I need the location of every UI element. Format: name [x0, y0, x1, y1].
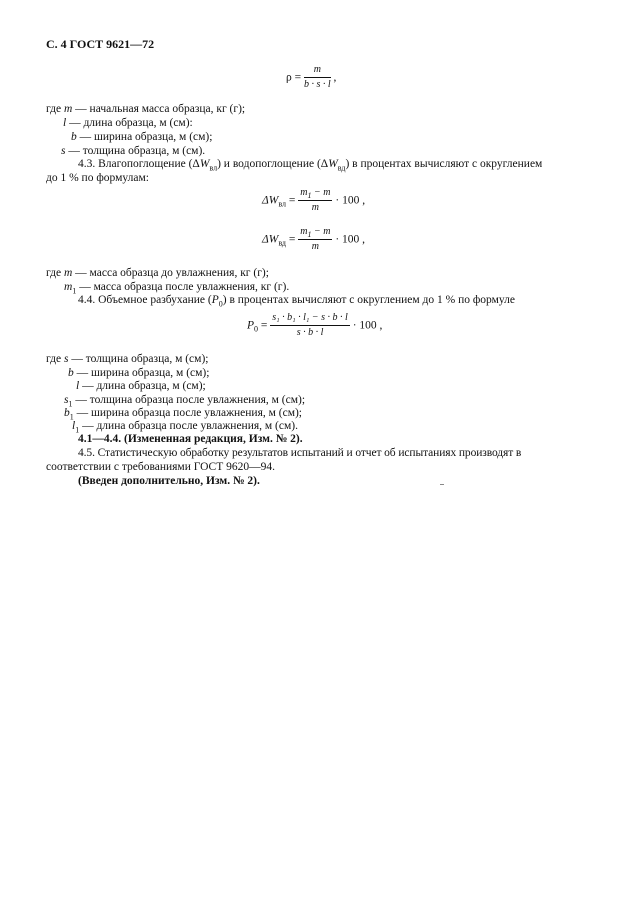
formula-wvd-numerator: [298, 226, 332, 240]
symbol-m1: m: [64, 281, 73, 293]
paragraph-4-3-line2: до 1 % по формулам:: [46, 172, 149, 184]
def3-b: [68, 366, 209, 380]
def3-l-text: — длина образца, м (см);: [79, 380, 206, 392]
symbol-s1-sub: 1: [68, 399, 73, 409]
formula-wvd-tail: · 100 ,: [335, 233, 366, 246]
formula-p0-numerator: s₁ · b₁ · l₁ − s · b · l: [270, 312, 350, 326]
paragraph-4-5-line1: 4.5. Статистическую обработку результатов испытаний и отчет об испытаниях производят в: [78, 447, 522, 459]
formula-wvl-tail: · 100 ,: [335, 194, 366, 207]
num-sub: 1: [307, 230, 312, 239]
def-s-text: — толщина образца, м (см).: [65, 145, 206, 157]
def-l-text: — длина образца, м (см):: [66, 117, 193, 129]
formula-wvd-denominator: m: [311, 241, 319, 252]
formula-p0-fraction: [270, 312, 350, 339]
def-m: [46, 102, 245, 116]
where-label: где: [46, 267, 62, 279]
num-m: m: [300, 226, 308, 237]
formula-density-tail: ,: [333, 71, 337, 84]
symbol-m: m: [63, 267, 73, 279]
def3-s-text: — толщина образца, м (см);: [68, 353, 209, 365]
symbol-b: b: [68, 367, 74, 379]
symbol-l: l: [63, 117, 67, 129]
formula-density-fraction: [304, 64, 331, 91]
symbol-l1: l: [72, 420, 76, 432]
formula-density-denominator: b · s · l: [303, 79, 331, 90]
p43-text-a: 4.3. Влагопоглощение (Δ: [78, 158, 200, 170]
def3-s: [46, 352, 208, 366]
paragraph-4-3-line1: [78, 157, 542, 171]
where-label: где: [46, 353, 62, 365]
formula-p0-denominator: s · b · l: [296, 327, 324, 338]
num-m: m: [300, 187, 308, 198]
symbol-m: m: [63, 103, 73, 115]
p43-text-b: ) и водопоглощение (Δ: [217, 158, 329, 170]
def2-m: [46, 266, 269, 280]
paragraph-4-5-line2: соответствии с требованиями ГОСТ 9620—94.: [46, 461, 275, 473]
def3-b1: [64, 406, 302, 420]
symbol-l1-sub: 1: [75, 425, 80, 435]
symbol-b1: b: [64, 407, 70, 419]
def3-s1: [64, 393, 305, 407]
symbol-p: P: [211, 294, 219, 306]
def-s: [61, 144, 205, 158]
scan-speck: [440, 484, 444, 485]
symbol-s: s: [61, 145, 66, 157]
paragraph-4-4: [78, 293, 515, 307]
sub-vl: вл: [209, 163, 218, 173]
formula-water-absorption-vl: [262, 187, 365, 214]
formula-p0-lhs: P: [247, 319, 255, 332]
page-header: С. 4 ГОСТ 9621—72: [46, 37, 155, 51]
sub-vd: вд: [337, 163, 346, 173]
num-sub: 1: [307, 191, 312, 200]
def-b-text: — ширина образца, м (см);: [76, 131, 213, 143]
symbol-l: l: [76, 380, 80, 392]
def3-l: [76, 379, 206, 393]
def-m-text: — начальная масса образца, кг (г);: [72, 103, 246, 115]
symbol-b: b: [71, 131, 77, 143]
formula-wvd-fraction: [298, 226, 332, 253]
formula-swelling: [247, 312, 382, 339]
p44-text-b: ) в процентах вычисляют с округлением до 1 % по формуле: [222, 294, 515, 306]
formula-wvd-sub: вд: [278, 238, 286, 248]
formula-density: [286, 64, 336, 91]
symbol-b1-sub: 1: [69, 412, 74, 422]
formula-wvl-sub: вл: [278, 199, 287, 209]
def3-s1-text: — толщина образца после увлажнения, м (см);: [72, 394, 306, 406]
formula-wvl-denominator: m: [311, 202, 319, 213]
formula-p0-tail: · 100 ,: [352, 319, 383, 332]
num-minus-m: − m: [311, 226, 331, 237]
p44-text-a: 4.4. Объемное разбухание (: [78, 294, 212, 306]
def3-b-text: — ширина образца, м (см);: [73, 367, 210, 379]
def2-m-text: — масса образца до увлажнения, кг (г);: [72, 267, 269, 279]
formula-wvl-numerator: [298, 187, 332, 201]
p43-text-c: ) в процентах вычисляют с округлением: [345, 158, 543, 170]
def2-m1-text: — масса образца после увлажнения, кг (г).: [76, 281, 290, 293]
def-b: [71, 130, 212, 144]
num-minus-m: − m: [311, 187, 331, 198]
formula-wvl-fraction: [298, 187, 332, 214]
formula-density-lhs: ρ =: [286, 71, 302, 84]
formula-wvd-eq: =: [286, 233, 296, 246]
def2-m1: [64, 280, 289, 294]
symbol-s1: s: [64, 394, 69, 406]
symbol-m1-sub: 1: [72, 286, 77, 296]
formula-wvl-eq: =: [286, 194, 296, 207]
def3-l1: [72, 419, 298, 433]
symbol-s: s: [63, 353, 69, 365]
formula-p0-lhs-sub: 0: [254, 324, 259, 334]
symbol-w: W: [199, 158, 210, 170]
def3-b1-text: — ширина образца после увлажнения, м (см);: [73, 407, 303, 419]
formula-wvl-lhs: ΔW: [262, 194, 279, 207]
formula-p0-eq: =: [258, 319, 268, 332]
symbol-p-sub: 0: [218, 299, 223, 309]
symbol-w: W: [328, 158, 338, 170]
amendment-note-2: (Введен дополнительно, Изм. № 2).: [78, 475, 260, 487]
def-l: [63, 116, 193, 130]
def3-l1-text: — длина образца после увлажнения, м (см).: [79, 420, 298, 432]
amendment-note-1: 4.1—4.4. (Измененная редакция, Изм. № 2).: [78, 433, 303, 445]
formula-water-absorption-vd: [262, 226, 365, 253]
formula-wvd-lhs: ΔW: [262, 233, 279, 246]
formula-density-numerator: m: [304, 64, 331, 78]
where-label: где: [46, 103, 62, 115]
